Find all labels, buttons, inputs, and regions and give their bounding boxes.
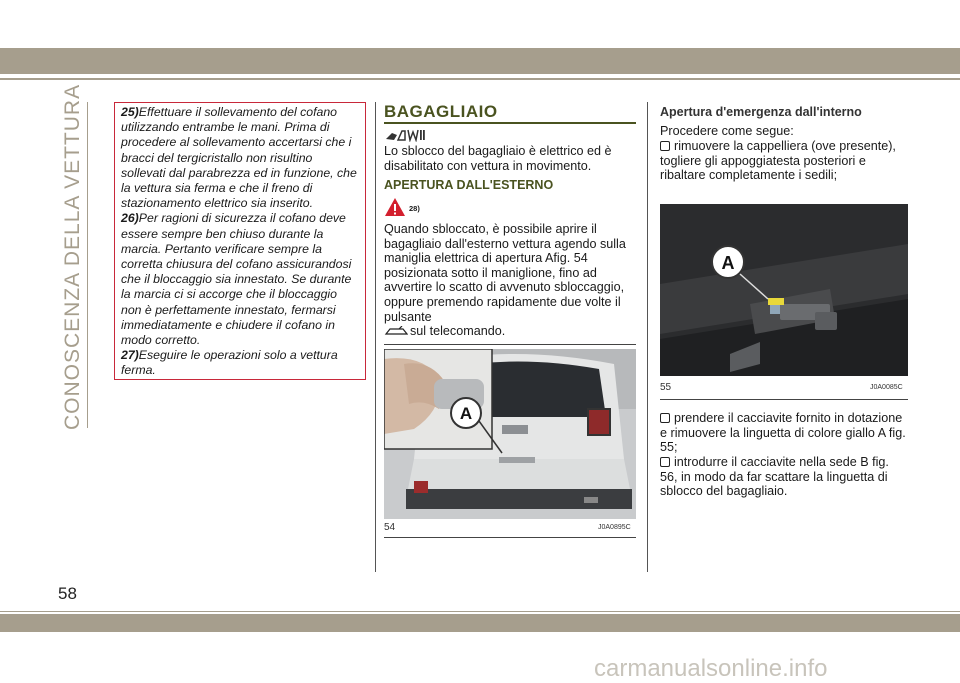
warning-reference: 28) <box>409 204 420 213</box>
footer-band <box>0 614 960 632</box>
figure-54-code: J0A0895C <box>598 524 631 531</box>
warning-text: Per ragioni di sicurezza il cofano deve essere sempre ben chiuso durante la marcia. Pertanto verificare sempre la corretta chiusura del cofano assicurandosi che il bloccaggio sia innestato. Se durante la marcia ci si accorge che il bloccaggio non è perfettamente innestato, fermarsi immediatamente e chiudere il cofano in modo corretto. <box>121 211 352 348</box>
checkbox-icon <box>660 141 670 151</box>
side-rule <box>87 102 88 428</box>
keyless-icon <box>384 128 426 142</box>
emergency-step-3-text: introdurre il cacciavite nella sede B fig. 56, in modo da far scattare la linguetta di sblocco del bagagliaio. <box>660 455 889 499</box>
figure-54-bottom-rule <box>384 537 636 538</box>
intro-text: Lo sblocco del bagagliaio è elettrico ed è disabilitato con vettura in movimento. <box>384 144 612 173</box>
header-line <box>0 78 960 80</box>
warning-box <box>114 102 366 380</box>
watermark: carmanualsonline.info <box>594 655 828 682</box>
page-number: 58 <box>58 584 77 603</box>
subsection-title: APERTURA DALL'ESTERNO <box>384 178 554 192</box>
opening-text-main: Quando sbloccato, è possibile aprire il bagagliaio dall'esterno vettura agendo sulla maniglia elettrica di apertura Afig. 54 posizionata sotto il maniglione, fino ad avvertire lo scatto di avvenuto sbloccaggio, oppure premendo rapidamente due volte il pulsante <box>384 222 626 324</box>
warning-triangle-icon <box>384 197 406 217</box>
warning-26 <box>121 211 360 348</box>
trunk-button-icon <box>384 326 408 336</box>
checkbox-icon <box>660 413 670 423</box>
emergency-lead: Procedere come segue: <box>660 124 794 138</box>
emergency-step-1 <box>660 139 908 183</box>
figure-54-callout: A <box>459 404 473 423</box>
emergency-step-1-text: rimuovere la cappelliera (ove presente), togliere gli appoggiatesta posteriori e ribaltare completamente i sedili; <box>660 139 896 183</box>
warning-text: Eseguire le operazioni solo a vettura ferma. <box>121 348 338 378</box>
emergency-title: Apertura d'emergenza dall'interno <box>660 105 862 119</box>
warning-number: 26) <box>121 211 139 226</box>
warning-number: 25) <box>121 105 139 119</box>
figure-55-code: J0A0085C <box>870 384 903 391</box>
header-band <box>0 48 960 74</box>
checkbox-icon <box>660 457 670 467</box>
figure-54-number: 54 <box>384 522 396 533</box>
section-side-title: CONOSCENZA DELLA VETTURA <box>61 83 84 430</box>
figure-54-image <box>384 349 636 519</box>
emergency-step-2-text: prendere il cacciavite fornito in dotazione e rimuovere la linguetta di colore giallo A fig. 55; <box>660 411 906 455</box>
column-divider-2 <box>647 102 648 572</box>
figure-55-bottom-rule <box>660 399 908 400</box>
warning-27 <box>121 348 360 378</box>
warning-number: 27) <box>121 348 139 363</box>
figure-55-callout: A <box>721 253 735 273</box>
figure-55-image <box>660 204 908 376</box>
emergency-step-2 <box>660 411 908 455</box>
footer-line <box>0 611 960 612</box>
opening-text-end: sul telecomando. <box>410 324 506 339</box>
figure-55-number: 55 <box>660 382 672 393</box>
emergency-step-3 <box>660 455 908 499</box>
section-title: BAGAGLIAIO <box>384 102 498 121</box>
figure-54-top-rule <box>384 344 636 345</box>
section-title-rule <box>384 122 636 124</box>
warning-text: Effettuare il sollevamento del cofano utilizzando entrambe le mani. Prima di procedere al sollevamento accertarsi che i bracci del tergicristallo non risultino sollevati dal parabrezza ed in funzione, che la vettura sia ferma e che il freno di stazionamento elettrico sia inserito. <box>121 105 357 211</box>
opening-text <box>384 222 638 339</box>
warning-25 <box>121 105 360 211</box>
column-divider-1 <box>375 102 376 572</box>
